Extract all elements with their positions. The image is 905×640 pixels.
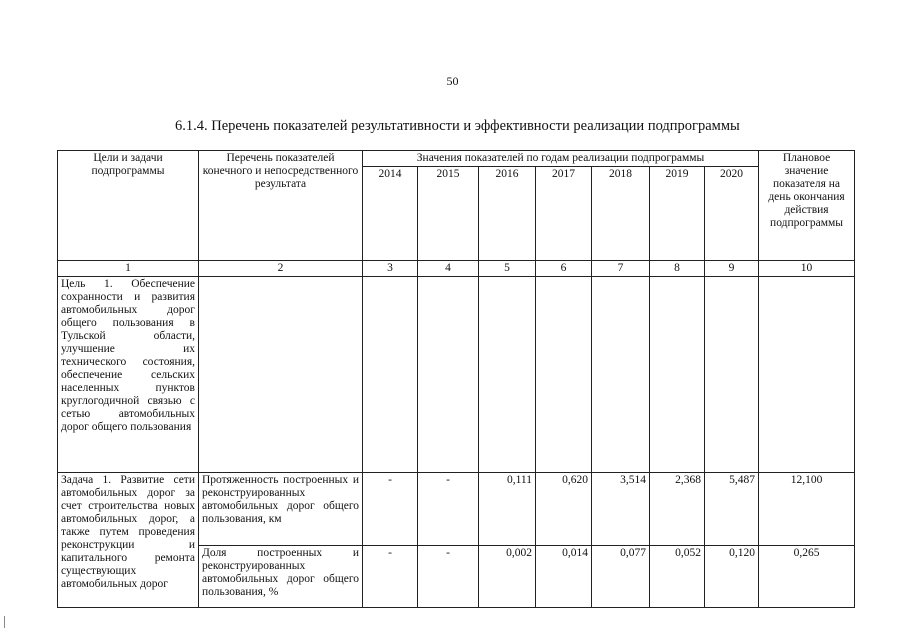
year-header: 2019 [650, 167, 705, 261]
goal-text: Цель 1. Обеспечение сохранности и развития автомобильных дорог общего пользования в Тульской области, улучшение их технического состояния, обеспечение сельских населенных пунктов круглогодичной связью с сетью автомобильных дорог общего пользования [58, 277, 199, 473]
indicator-planned: 12,100 [759, 473, 855, 546]
header-row [58, 151, 855, 167]
header-goals: Цели и задачи подпрограммы [58, 151, 199, 261]
indicator-value: 0,077 [592, 546, 650, 608]
indicator-value: 0,620 [536, 473, 592, 546]
column-number: 2 [199, 261, 363, 277]
column-numbers-row [58, 261, 855, 277]
indicator-value: 5,487 [705, 473, 759, 546]
column-number: 3 [363, 261, 418, 277]
indicator-name: Протяженность построенных и реконструированных автомобильных дорог общего пользования, км [199, 473, 363, 546]
section-title: 6.1.4. Перечень показателей результативности и эффективности реализации подпрограммы [175, 118, 740, 134]
column-number: 5 [479, 261, 536, 277]
header-indicators: Перечень показателей конечного и непосредственного результата [199, 151, 363, 261]
indicator-value: - [363, 546, 418, 608]
indicators-table [57, 150, 855, 608]
indicator-value: 0,120 [705, 546, 759, 608]
column-number: 9 [705, 261, 759, 277]
indicator-value: - [363, 473, 418, 546]
indicator-value: 0,111 [479, 473, 536, 546]
column-number: 6 [536, 261, 592, 277]
task-text: Задача 1. Развитие сети автомобильных дорог за счет строительства новых автомобильных дорог, а также путем проведения реконструкции и капитального ремонта существующих автомобильных дорог [58, 473, 199, 608]
column-number: 4 [418, 261, 479, 277]
column-number: 1 [58, 261, 199, 277]
indicator-planned: 0,265 [759, 546, 855, 608]
indicator-row [58, 473, 855, 546]
indicator-value: 0,014 [536, 546, 592, 608]
indicator-value: 0,002 [479, 546, 536, 608]
indicator-value: - [418, 546, 479, 608]
indicator-value: 2,368 [650, 473, 705, 546]
year-header: 2014 [363, 167, 418, 261]
page-number: 50 [446, 74, 459, 88]
year-header: 2015 [418, 167, 479, 261]
header-planned: Плановое значение показателя на день окончания действия подпрограммы [759, 151, 855, 261]
indicator-value: - [418, 473, 479, 546]
indicator-value: 0,052 [650, 546, 705, 608]
margin-mark [4, 616, 5, 628]
year-header: 2018 [592, 167, 650, 261]
header-values-group: Значения показателей по годам реализации подпрограммы [363, 151, 759, 167]
column-number: 7 [592, 261, 650, 277]
column-number: 10 [759, 261, 855, 277]
indicator-value: 3,514 [592, 473, 650, 546]
year-header: 2020 [705, 167, 759, 261]
year-header: 2017 [536, 167, 592, 261]
goal-row [58, 277, 855, 473]
indicator-name: Доля построенных и реконструированных автомобильных дорог общего пользования, % [199, 546, 363, 608]
year-header: 2016 [479, 167, 536, 261]
column-number: 8 [650, 261, 705, 277]
